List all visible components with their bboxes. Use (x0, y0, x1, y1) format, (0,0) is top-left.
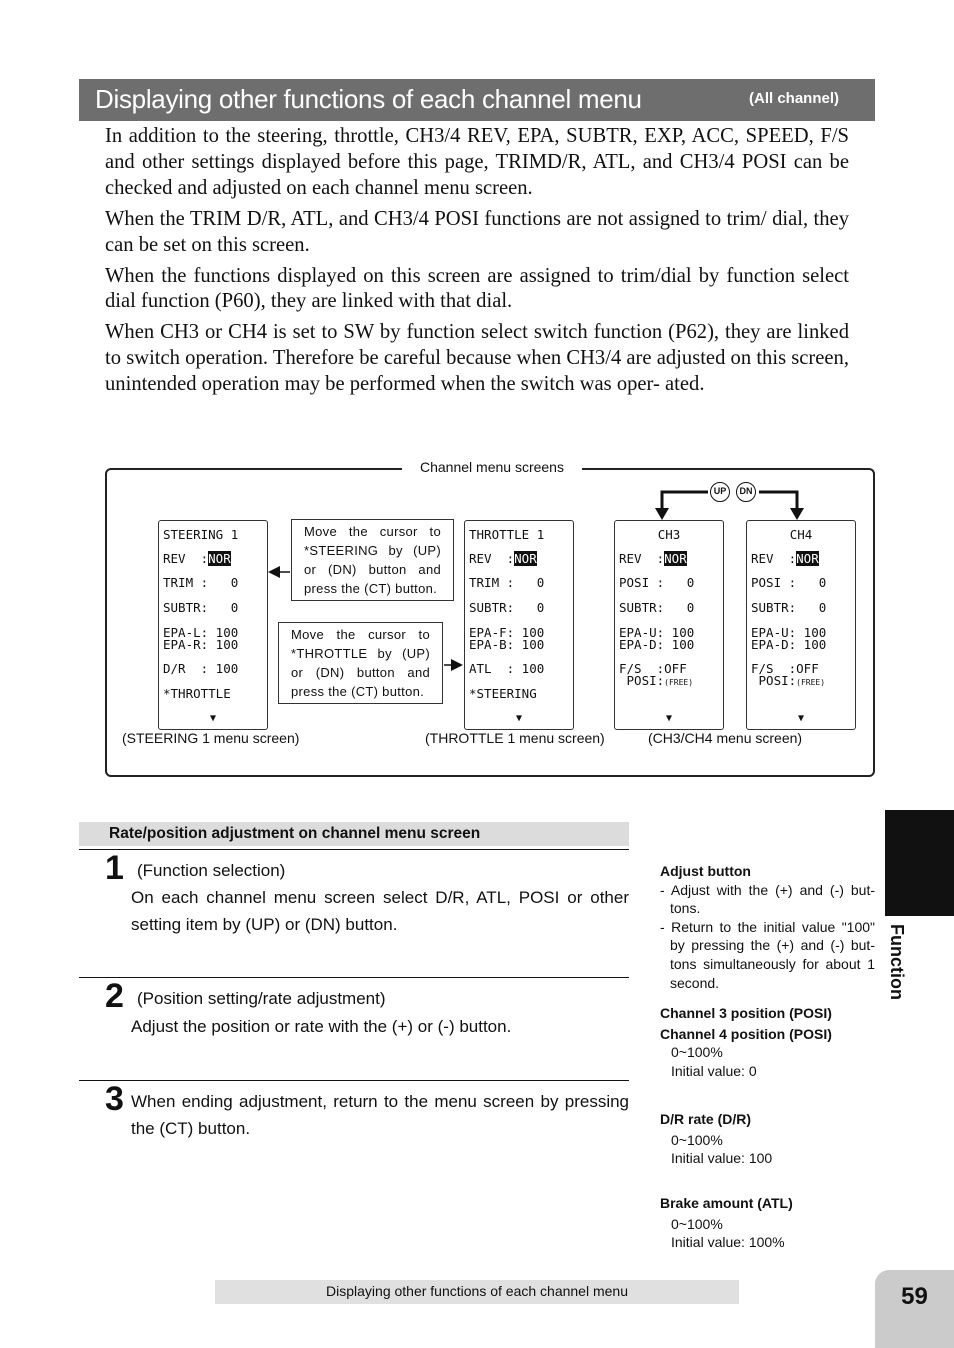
step-body: When ending adjustment, return to the menu screen by pressing the (CT) button. (131, 1092, 629, 1138)
left-arrowhead (268, 566, 280, 578)
note-heading: Channel 4 position (POSI) (660, 1025, 832, 1042)
screen-line: EPA-U: 100 (751, 625, 827, 640)
screen-line: EPA-U: 100 (619, 625, 695, 640)
note-heading: Adjust button (660, 863, 751, 879)
step-body: Adjust the position or rate with the (+) or (-) button. (131, 1017, 512, 1036)
section-title-bar (79, 79, 875, 121)
screen-line: *STEERING (469, 686, 537, 701)
screen-line: POSI:(FREE) (619, 673, 694, 688)
throttle-menu-screen (464, 520, 574, 730)
screen-line: ATL : 100 (469, 661, 545, 676)
intro-text (105, 124, 849, 403)
step-number: 1 (105, 849, 124, 887)
screen-line: SUBTR: 0 (619, 600, 695, 615)
screen-line: SUBTR: 0 (163, 600, 239, 615)
screen-line: CH4 (789, 527, 813, 542)
step-number: 2 (105, 977, 124, 1015)
diagram-title: Channel menu screens (402, 459, 582, 475)
note-initial: Initial value: 100% (671, 1234, 785, 1251)
caption-steering: (STEERING 1 menu screen) (122, 730, 300, 746)
page-footer: Displaying other functions of each channel menu (215, 1280, 739, 1304)
step-title: (Function selection) (137, 861, 286, 880)
posi-note (660, 1004, 875, 1080)
channel-menu-diagram (105, 459, 875, 777)
note-heading: Brake amount (ATL) (660, 1195, 793, 1211)
screen-line: STEERING 1 (163, 527, 239, 542)
screen-line: REV :NOR (163, 551, 231, 566)
note-heading: D/R rate (D/R) (660, 1111, 752, 1127)
scroll-down-icon: ▼ (515, 713, 523, 724)
caption-channel: (CH3/CH4 menu screen) (648, 730, 803, 746)
screen-line: TRIM : 0 (469, 575, 545, 590)
divider (79, 849, 629, 850)
intro-paragraph: In addition to the steering, throttle, CH3/4 REV, EPA, SUBTR, EXP, ACC, SPEED, F/S and other settings displayed before this page, TRIMD/R, ATL, and CH3/4 POSI can be checked and adjusted on each channel menu screen. (105, 125, 849, 199)
ch3-menu-screen (614, 520, 724, 730)
screen-line: F/S :OFF (619, 661, 687, 676)
divider (79, 977, 629, 978)
screen-line: EPA-D: 100 (751, 637, 827, 652)
chapter-tab-label: Function (887, 924, 907, 1000)
rev-value: NOR (208, 551, 231, 566)
screen-line: CH3 (657, 527, 681, 542)
step-number: 3 (105, 1080, 124, 1118)
screen-line: REV :NOR (619, 551, 687, 566)
note-bullet: - Return to the initial value "100" by pressing the (+) and (-) but- tons simultaneously for about 1 second. (660, 918, 875, 991)
step-body: On each channel menu screen select D/R, ATL, POSI or other setting item by (UP) or (DN) button. (131, 888, 629, 934)
dr-note (660, 1110, 875, 1168)
note-range: 0~100% (671, 1131, 723, 1148)
intro-paragraph: When the functions displayed on this screen are assigned to trim/dial by function select dial function (P60), they are linked with that dial. (105, 264, 849, 313)
right-arrowhead (451, 659, 463, 671)
intro-paragraph: When the TRIM D/R, ATL, and CH3/4 POSI functions are not assigned to trim/ dial, they can be set on this screen. (105, 207, 849, 256)
screen-line: SUBTR: 0 (469, 600, 545, 615)
screen-line: POSI : 0 (619, 575, 695, 590)
note-range: 0~100% (671, 1044, 723, 1061)
rev-value: NOR (664, 551, 687, 566)
screen-line: EPA-F: 100 (469, 625, 545, 640)
scroll-down-icon: ▼ (665, 713, 673, 724)
note-heading: Channel 3 position (POSI) (660, 1005, 832, 1021)
screen-line: F/S :OFF (751, 661, 819, 676)
scroll-down-icon: ▼ (209, 713, 217, 724)
step-title: (Position setting/rate adjustment) (137, 989, 386, 1008)
rev-value: NOR (514, 551, 537, 566)
caption-throttle: (THROTTLE 1 menu screen) (425, 730, 605, 746)
screen-line: EPA-B: 100 (469, 637, 545, 652)
screen-line: *THROTTLE (163, 686, 231, 701)
adjust-button-note (660, 862, 875, 992)
screen-line: REV :NOR (751, 551, 819, 566)
screen-line: SUBTR: 0 (751, 600, 827, 615)
callout-to-throttle: Move the cursor to *THROTTLE by (UP) or (DN) button and press the (CT) button. (278, 622, 443, 704)
screen-line: THROTTLE 1 (469, 527, 545, 542)
page-number: 59 (875, 1270, 954, 1348)
screen-line: POSI:(FREE) (751, 673, 826, 688)
screen-line: D/R : 100 (163, 661, 239, 676)
divider (79, 1080, 629, 1081)
screen-line: REV :NOR (469, 551, 537, 566)
page-title: Displaying other functions of each channel menu (95, 84, 642, 114)
note-range: 0~100% (671, 1215, 723, 1232)
page-subtitle: (All channel) (749, 90, 840, 107)
ch4-menu-screen (746, 520, 856, 730)
screen-line: EPA-D: 100 (619, 637, 695, 652)
screen-line: POSI : 0 (751, 575, 827, 590)
scroll-down-icon: ▼ (797, 713, 805, 724)
intro-paragraph: When CH3 or CH4 is set to SW by function select switch function (P62), they are linked to switch operation. Therefore be careful because when CH3/4 are adjusted on this screen, unintended operation may be performed when the switch was oper- ated. (105, 321, 849, 396)
atl-note (660, 1194, 875, 1252)
section-header: Rate/position adjustment on channel menu screen (79, 822, 629, 846)
note-initial: Initial value: 0 (671, 1062, 757, 1079)
screen-line: EPA-L: 100 (163, 625, 239, 640)
callout-to-steering: Move the cursor to *STEERING by (UP) or (DN) button and press the (CT) button. (291, 519, 454, 601)
screen-line: TRIM : 0 (163, 575, 239, 590)
up-button-icon: UP (710, 482, 730, 502)
rev-value: NOR (796, 551, 819, 566)
note-initial: Initial value: 100 (671, 1150, 773, 1167)
note-bullet: - Adjust with the (+) and (-) but- tons. (660, 881, 875, 917)
screen-line: EPA-R: 100 (163, 637, 239, 652)
dn-button-icon: DN (736, 482, 756, 502)
chapter-tab (885, 810, 954, 916)
